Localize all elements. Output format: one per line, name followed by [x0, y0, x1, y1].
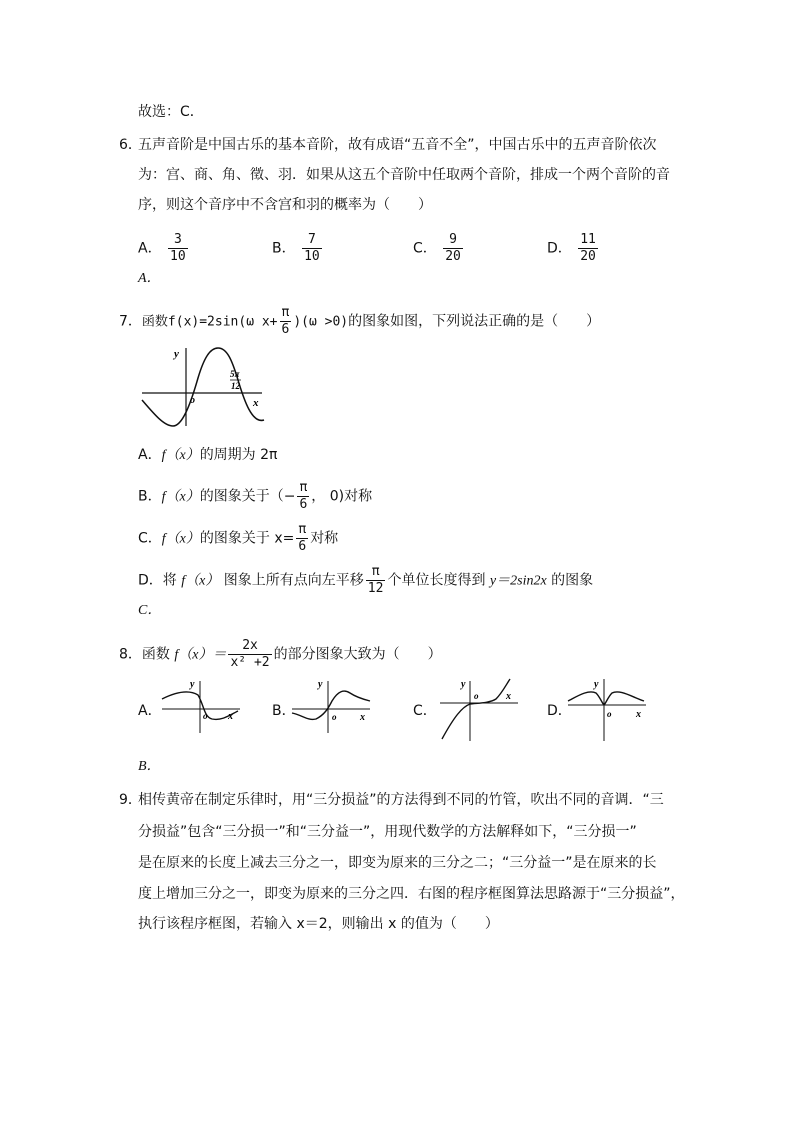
question-number: 8． [119, 646, 142, 663]
question-number: 9． [119, 792, 142, 808]
svg-text:x: x [636, 709, 641, 720]
question-stem-line: 五声音阶是中国古乐的基本音阶，故有成语“五音不全”，中国古乐中的五声音阶依次 [138, 137, 657, 153]
option-a[interactable]: A．f（x）的周期为 2π [138, 447, 278, 463]
question-stem-line: 为：宫、商、角、徵、羽．如果从这五个音阶中任取两个音阶，排成一个两个音阶的音 [138, 167, 670, 183]
svg-text:x: x [360, 712, 365, 723]
option-c[interactable]: C．f（x）的图象关于 x= $\frac{\pi}{6}$ 对称 [138, 522, 339, 554]
option-d-label[interactable]: D． [547, 703, 572, 719]
fraction: $\frac{2x}{\text{x² +2}}$ [230, 638, 270, 670]
answer: C． [138, 603, 162, 618]
option-b[interactable]: B． $\frac{7}{10}$ [272, 232, 320, 264]
option-b[interactable]: B．f（x）的图象关于（− $\frac{\pi}{6}$ ， 0)对称 [138, 480, 373, 512]
svg-text:y: y [461, 679, 466, 690]
option-c-label[interactable]: C． [413, 703, 437, 719]
fraction: $\frac{7}{10}$ [304, 232, 320, 264]
option-d-graph[interactable] [566, 675, 648, 743]
option-c[interactable]: C． $\frac{9}{20}$ [413, 232, 461, 264]
y-label: y [174, 348, 179, 360]
svg-text:y: y [190, 679, 195, 690]
question-stem-line: 度上增加三分之一，即变为原来的三分之四．右图的程序框图算法思路源于“三分损益”， [138, 886, 685, 902]
option-b-label[interactable]: B． [272, 703, 296, 719]
fraction: $\frac{\pi}{6}$ [298, 522, 307, 554]
question-stem-line: 序，则这个音序中不含宫和羽的概率为（ ） [138, 197, 432, 213]
question-stem-line: 是在原来的长度上减去三分之一，即变为原来的三分之二；“三分益一”是在原来的长 [138, 855, 657, 871]
tick-label-num: 5π [230, 369, 240, 379]
previous-answer: 故选：C． [138, 104, 204, 120]
answer: B． [138, 759, 161, 774]
svg-text:o: o [203, 711, 208, 721]
option-c-graph[interactable] [438, 677, 520, 743]
fraction: $\frac{\pi}{6}$ [299, 480, 308, 512]
fraction: $\frac{3}{10}$ [170, 232, 186, 264]
origin-label: o [190, 395, 195, 406]
svg-text:o: o [332, 712, 337, 722]
question-stem-line: 相传黄帝在制定乐律时，用“三分损益”的方法得到不同的竹管，吹出不同的音调．“三 [138, 792, 664, 808]
tick-label-den: 12 [231, 381, 240, 391]
option-b-graph[interactable] [290, 675, 372, 735]
fraction: $\frac{11}{20}$ [580, 232, 596, 264]
svg-text:x: x [506, 691, 511, 702]
question-stem: 7．函数f(x)=2sin(ω x+ $\frac{\pi}{6}$ )(ω >0)的图象如图，下列说法正确的是（ ） [119, 305, 601, 337]
option-a-label[interactable]: A． [138, 703, 162, 719]
svg-text:o: o [607, 709, 612, 719]
svg-text:x: x [228, 711, 233, 722]
svg-text:o: o [474, 691, 479, 701]
option-a[interactable]: A． $\frac{3}{10}$ [138, 232, 186, 264]
question-number: 6． [119, 137, 142, 153]
question-number: 7． [119, 313, 142, 330]
question-stem-line: 分损益”包含“三分损一”和“三分益一”，用现代数学的方法解释如下，“三分损一” [138, 824, 637, 840]
option-a-graph[interactable] [160, 675, 242, 735]
option-d[interactable]: D．将 f（x） 图象上所有点向左平移 $\frac{\pi}{12}$ 个单位长度得到 y＝2sin2x 的图象 [138, 564, 594, 596]
option-d[interactable]: D． $\frac{11}{20}$ [547, 232, 596, 264]
x-label: x [253, 397, 259, 409]
answer: A． [138, 271, 161, 286]
svg-text:y: y [594, 679, 599, 690]
fraction: $\frac{9}{20}$ [445, 232, 461, 264]
svg-text:y: y [318, 679, 323, 690]
sine-graph [140, 340, 265, 428]
sine-curve [142, 348, 264, 426]
question-stem: 8．函数 f（x）＝ $\frac{2x}{\text{x² +2}}$ 的部分图象大致为（ ） [119, 638, 442, 670]
question-stem-line: 执行该程序框图，若输入 x＝2，则输出 x 的值为（ ） [138, 916, 499, 932]
fraction: $\frac{\pi}{12}$ [367, 564, 384, 596]
fraction: $\frac{\pi}{6}$ [281, 305, 290, 337]
